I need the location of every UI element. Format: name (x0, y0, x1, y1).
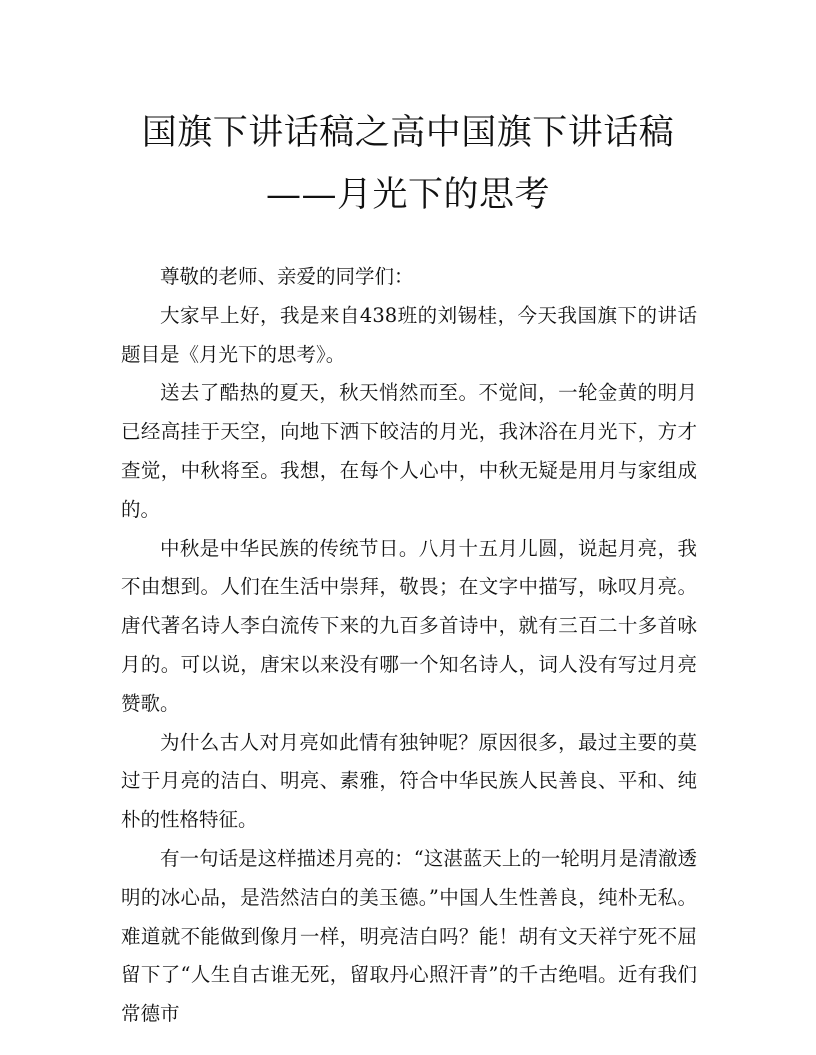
document-body (121, 258, 697, 1034)
paragraph-mid-autumn: 中秋是中华民族的传统节日。八月十五月儿圆，说起月亮，我不由想到。人们在生活中崇拜，敬畏；在文字中描写，咏叹月亮。唐代著名诗人李白流传下来的九百多首诗中，就有三百二十多首咏月的。可以说，唐宋以来没有哪一个知名诗人，词人没有写过月亮赞歌。 (121, 536, 697, 715)
paragraph-autumn: 送去了酷热的夏天，秋天悄然而至。不觉间，一轮金黄的明月已经高挂于天空，向地下洒下皎洁的月光，我沐浴在月光下，方才查觉，中秋将至。我想，在每个人心中，中秋无疑是用月与家组成的。 (121, 381, 697, 521)
paragraph-quote: 有一句话是这样描述月亮的：“这湛蓝天上的一轮明月是清澈透明的冰心品，是浩然洁白的美玉德。”中国人生性善良，纯朴无私。难道就不能做到像月一样，明亮洁白吗？能！胡有文天祥宁死不屈留下了“人生自古谁无死，留取丹心照汗青”的千古绝唱。近有我们常德市 (121, 846, 697, 1026)
document-subtitle: ——月光下的思考 (265, 175, 550, 215)
paragraph-why-moon: 为什么古人对月亮如此情有独钟呢？原因很多，最过主要的莫过于月亮的洁白、明亮、素雅，符合中华民族人民善良、平和、纯朴的性格特征。 (121, 730, 697, 832)
paragraph-intro: 大家早上好，我是来自438班的刘锡桂，今天我国旗下的讲话题目是《月光下的思考》。 (121, 303, 697, 366)
paragraph-greeting: 尊敬的老师、亲爱的同学们： (160, 265, 414, 288)
document-title: 国旗下讲话稿之高中国旗下讲话稿 (141, 113, 675, 153)
